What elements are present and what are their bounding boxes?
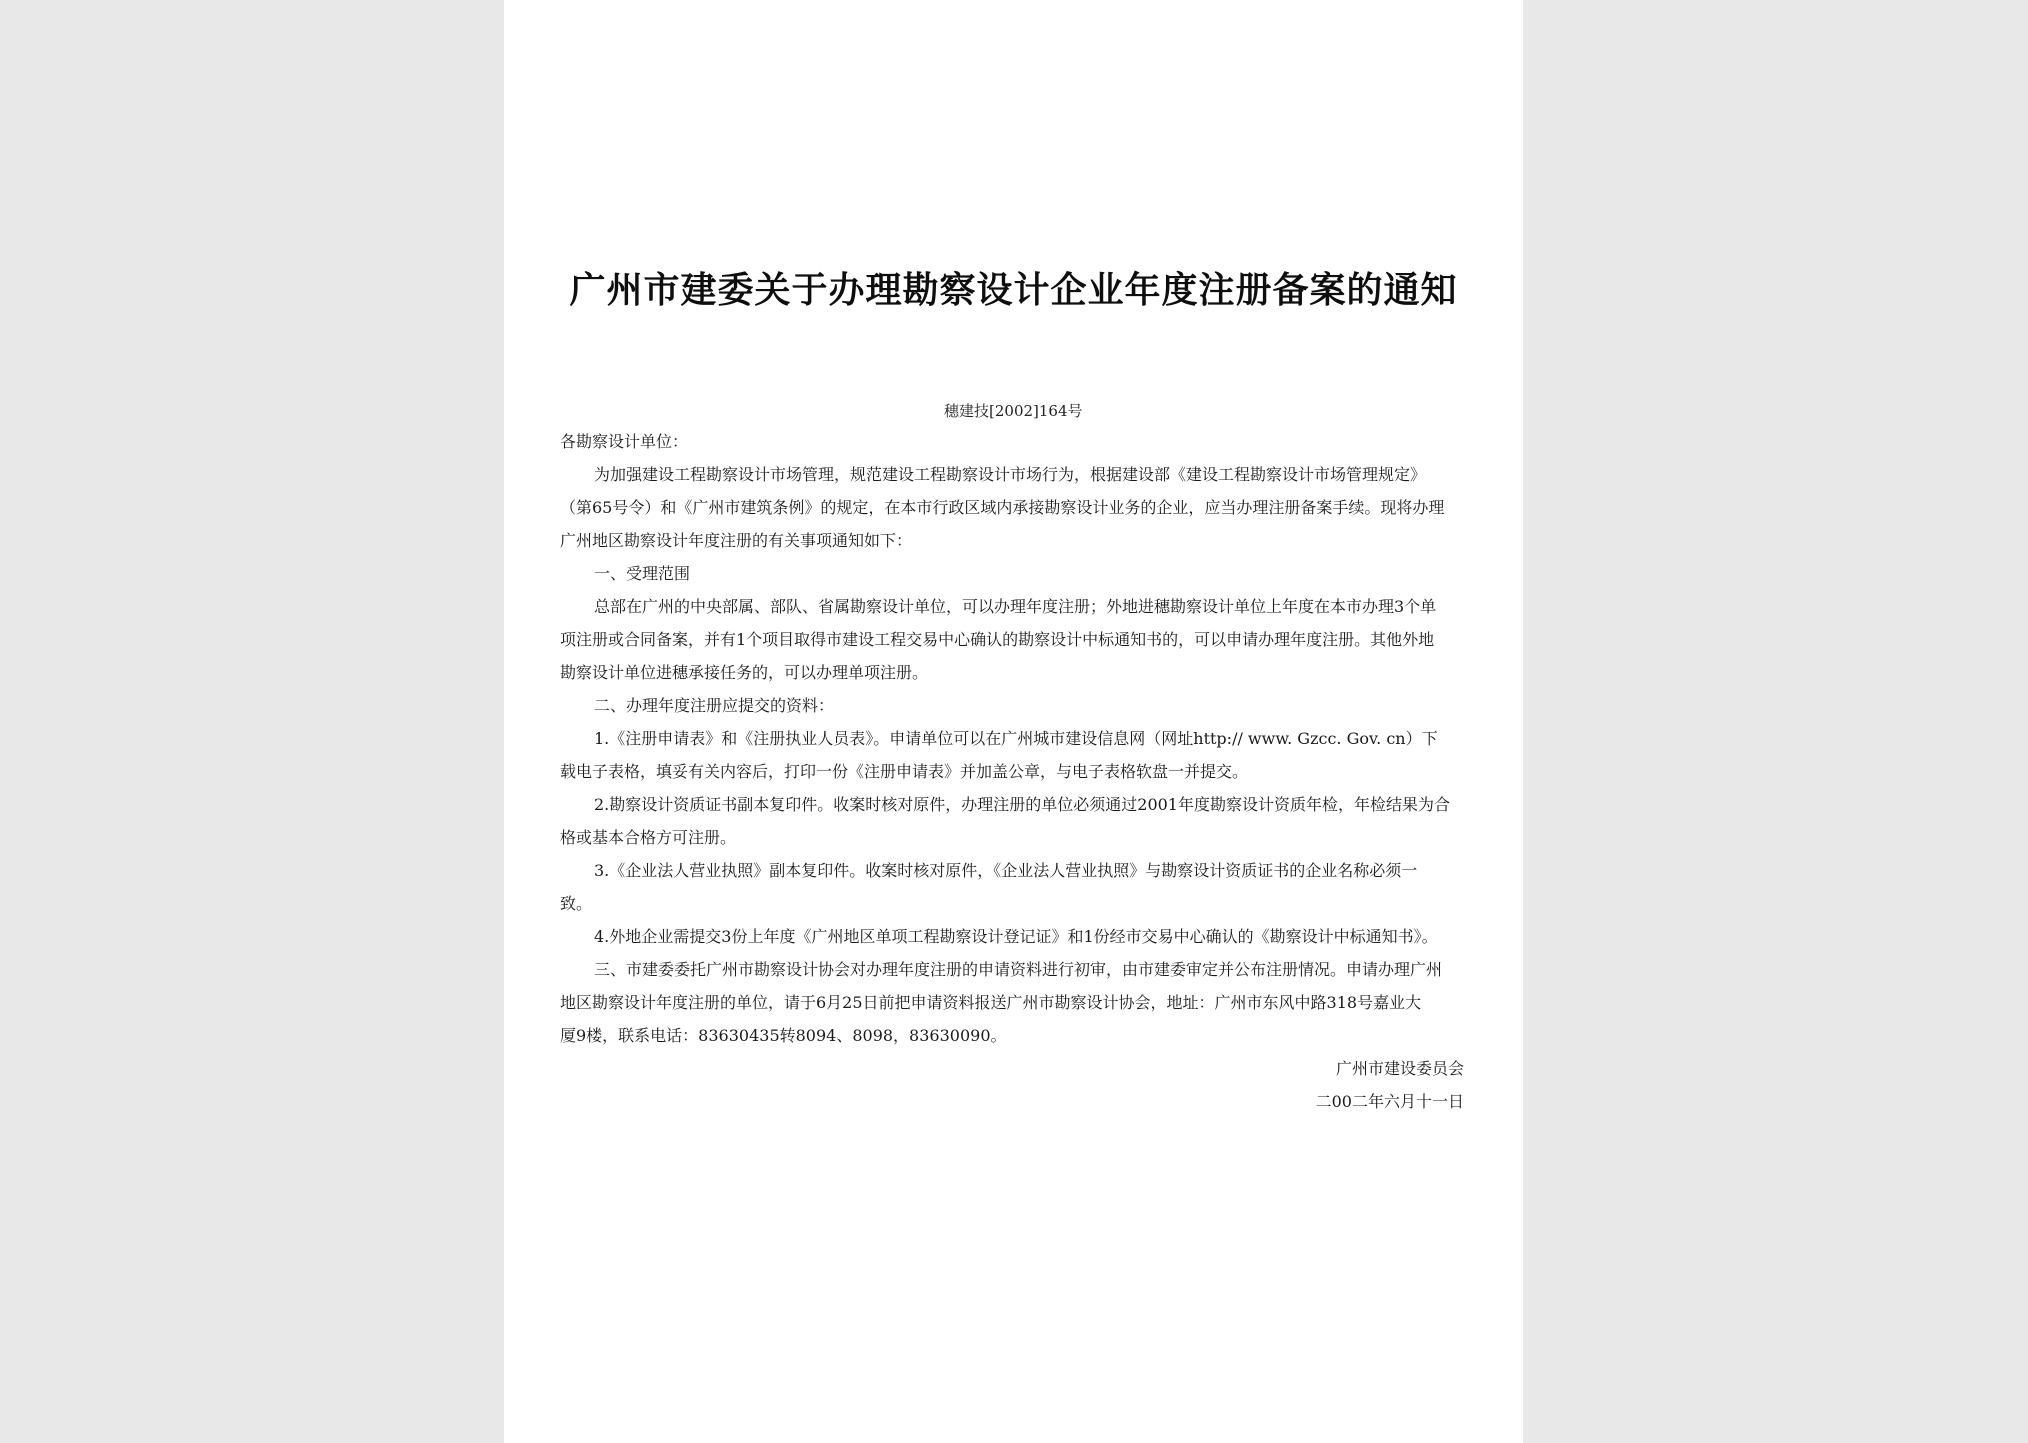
salutation: 各勘察设计单位： bbox=[560, 432, 689, 451]
body-line: （第65号令）和《广州市建筑条例》的规定，在本市行政区域内承接勘察设计业务的企业，应当办理注册备案手续。现将办理 bbox=[560, 498, 1445, 517]
body-line: 1.《注册申请表》和《注册执业人员表》。申请单位可以在广州城市建设信息网（网址http:// www. Gzcc. Gov. cn）下 bbox=[594, 729, 1438, 748]
body-line: 勘察设计单位进穗承接任务的，可以办理单项注册。 bbox=[560, 663, 929, 682]
body-line: 地区勘察设计年度注册的单位，请于6月25日前把申请资料报送广州市勘察设计协会，地址：广州市东风中路318号嘉业大 bbox=[560, 993, 1422, 1012]
body-line: 格或基本合格方可注册。 bbox=[560, 828, 737, 847]
body-line: 厦9楼，联系电话：83630435转8094、8098，83630090。 bbox=[560, 1026, 1007, 1045]
document-page bbox=[504, 0, 1523, 1443]
body-line: 3.《企业法人营业执照》副本复印件。收案时核对原件，《企业法人营业执照》与勘察设计资质证书的企业名称必须一 bbox=[594, 861, 1418, 880]
body-line: 总部在广州的中央部属、部队、省属勘察设计单位，可以办理年度注册；外地进穗勘察设计单位上年度在本市办理3个单 bbox=[594, 597, 1437, 616]
date: 二00二年六月十一日 bbox=[1315, 1092, 1464, 1111]
body-line: 项注册或合同备案，并有1个项目取得市建设工程交易中心确认的勘察设计中标通知书的，可以申请办理年度注册。其他外地 bbox=[560, 630, 1435, 649]
body-line: 2.勘察设计资质证书副本复印件。收案时核对原件，办理注册的单位必须通过2001年度勘察设计资质年检，年检结果为合 bbox=[594, 795, 1450, 814]
body-line: 4.外地企业需提交3份上年度《广州地区单项工程勘察设计登记证》和1份经市交易中心确认的《勘察设计中标通知书》。 bbox=[594, 927, 1438, 946]
body-line: 广州地区勘察设计年度注册的有关事项通知如下： bbox=[560, 531, 913, 550]
body-line: 为加强建设工程勘察设计市场管理，规范建设工程勘察设计市场行为，根据建设部《建设工程勘察设计市场管理规定》 bbox=[594, 465, 1427, 484]
body-line: 致。 bbox=[560, 894, 593, 913]
signature: 广州市建设委员会 bbox=[1335, 1059, 1464, 1078]
body-line: 三、市建委委托广州市勘察设计协会对办理年度注册的申请资料进行初审，由市建委审定并公布注册情况。申请办理广州 bbox=[594, 960, 1443, 979]
body-line: 载电子表格，填妥有关内容后，打印一份《注册申请表》并加盖公章，与电子表格软盘一并提交。 bbox=[560, 762, 1249, 781]
section-heading: 二、办理年度注册应提交的资料： bbox=[594, 696, 835, 715]
section-heading: 一、受理范围 bbox=[594, 564, 691, 583]
document-title: 广州市建委关于办理勘察设计企业年度注册备案的通知 bbox=[569, 269, 1458, 311]
document-number: 穗建技[2002]164号 bbox=[944, 402, 1083, 420]
